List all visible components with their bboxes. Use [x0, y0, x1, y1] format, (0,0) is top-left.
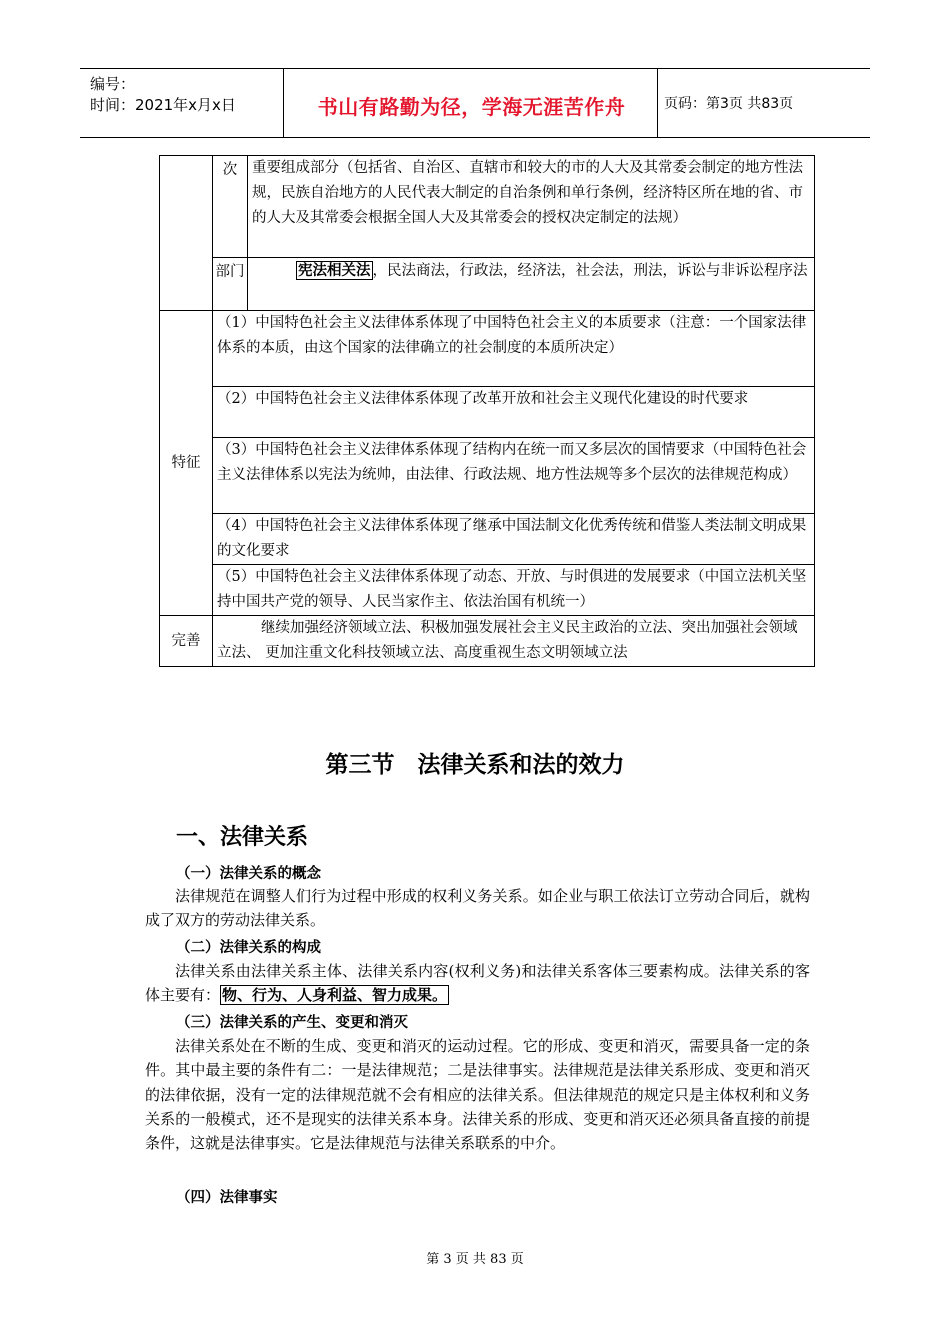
row-text-bumen-content: ，民法商法，行政法，经济法，社会法，刑法，诉讼与非诉讼程序法 [372, 263, 808, 279]
header-motto: 书山有路勤为径，学海无涯苦作舟 [317, 95, 626, 119]
paragraph-changes: 法律关系处在不断的生成、变更和消灭的运动过程。它的形成、变更和消灭，需要具备一定的条件。其中最主要的条件有二：一是法律规范；二是法律事实。法律规范是法律关系形成、变更和消灭的法律依据，没有一定的法律规范就不会有相应的法律关系。但法律规范的规定只是主体权利和义务关系的一般模式，还不是现实的法律关系本身。法律关系的形成、变更和消灭还必须具备直接的前提条件，这就是法律事实。它是法律规范与法律关系联系的中介。 [145, 1037, 810, 1153]
table-row [160, 616, 815, 667]
document-date: 时间：2021年x月x日 [90, 96, 236, 114]
table-row [160, 387, 815, 438]
table-row [160, 565, 815, 616]
feature-item: （5）中国特色社会主义法律体系体现了动态、开放、与时俱进的发展要求（中国立法机关坚持中国共产党的领导、人民当家作主、依法治国有机统一） [213, 565, 815, 616]
table-cell-empty [160, 156, 213, 311]
feature-item: （4）中国特色社会主义法律体系体现了继承中国法制文化优秀传统和借鉴人类法制文明成果的文化要求 [213, 514, 815, 565]
table-row [160, 156, 815, 258]
subheading-legal-facts: （四）法律事实 [176, 1190, 278, 1206]
row-label-ci: 次 [213, 156, 248, 258]
row-text-ci-content: 重要组成部分（包括省、自治区、直辖市和较大的市的人大及其常委会制定的地方性法规，民族自治地方的人民代表大制定的自治条例和单行条例，经济特区所在地的省、市的人大及其常委会根据全国人大及其常委会的授权决定制定的法规） [252, 160, 803, 226]
table-row [160, 438, 815, 514]
paragraph-concept: 法律规范在调整人们行为过程中形成的权利义务关系。如企业与职工依法订立劳动合同后，就构成了双方的劳动法律关系。 [145, 887, 810, 930]
paragraph-composition [145, 959, 810, 1008]
table-row [160, 514, 815, 565]
document-number: 编号： [90, 75, 136, 93]
row-text-bumen [248, 258, 815, 311]
heading-legal-relations: 一、法律关系 [176, 825, 309, 850]
boxed-term: 宪法相关法 [298, 262, 371, 279]
boxed-objects: 物、行为、人身利益、智力成果。 [222, 986, 448, 1005]
subheading-changes: （三）法律关系的产生、变更和消灭 [176, 1015, 408, 1031]
row-label-bumen: 部门 [213, 258, 248, 311]
header-page-info: 页码：第3页 共83页 [664, 96, 794, 112]
features-label: 特征 [160, 311, 213, 616]
page-header [80, 68, 870, 138]
row-text-ci [248, 156, 815, 258]
feature-item: （1）中国特色社会主义法律体系体现了中国特色社会主义的本质要求（注意：一个国家法律体系的本质，由这个国家的法律确立的社会制度的本质所决定） [213, 311, 815, 387]
feature-item: （3）中国特色社会主义法律体系体现了结构内在统一而又多层次的国情要求（中国特色社会主义法律体系以宪法为统帅，由法律、行政法规、地方性法规等多个层次的法律规范构成） [213, 438, 815, 514]
subheading-concept: （一）法律关系的概念 [176, 866, 321, 882]
feature-item: （2）中国特色社会主义法律体系体现了改革开放和社会主义现代化建设的时代要求 [213, 387, 815, 438]
legal-system-table [159, 155, 815, 667]
table-row [160, 311, 815, 387]
paragraph-composition-text: 法律关系由法律关系主体、法律关系内容(权利义务)和法律关系客体三要素构成。法律关系的客体主要有： [145, 962, 810, 1005]
wanshan-label: 完善 [160, 616, 213, 667]
wanshan-text-content: 继续加强经济领域立法、积极加强发展社会主义民主政治的立法、突出加强社会领域立法、 更加注重文化科技领域立法、高度重视生态文明领域立法 [217, 620, 798, 661]
subheading-composition: （二）法律关系的构成 [176, 940, 321, 956]
wanshan-text [213, 616, 815, 667]
table-row [160, 258, 815, 311]
section-title: 第三节 法律关系和法的效力 [325, 752, 625, 778]
page-footer: 第 3 页 共 83 页 [426, 1252, 524, 1267]
